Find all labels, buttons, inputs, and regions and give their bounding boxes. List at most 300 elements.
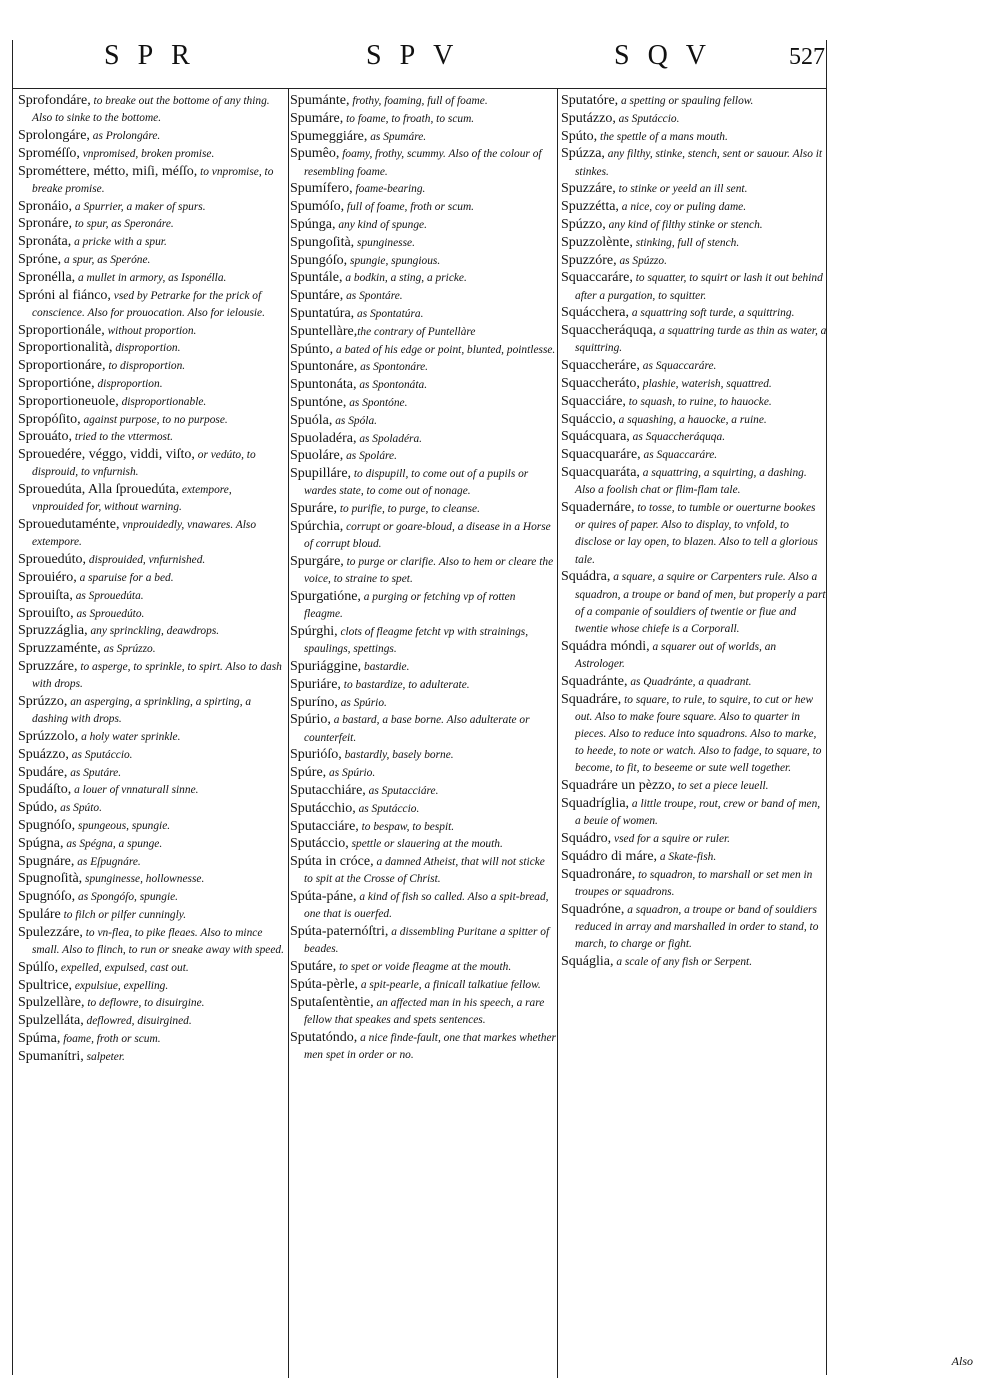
dictionary-entry	[561, 269, 827, 303]
entry-headword: Sproportioneuole,	[18, 393, 119, 409]
entry-definition: a bated of his edge or point, blunted, pointlesse.	[333, 343, 556, 356]
dictionary-entry	[18, 481, 284, 515]
entry-definition: extempore, vnprouided for, without warning.	[32, 484, 232, 514]
entry-headword: Squáccio,	[561, 411, 616, 427]
entry-definition: as Spumáre.	[367, 130, 427, 143]
dictionary-entry	[290, 976, 556, 993]
entry-definition: as Sprúzzo.	[100, 643, 156, 656]
entry-definition: as Spontáre.	[343, 290, 403, 303]
entry-headword: Spumanítri,	[18, 1048, 84, 1064]
entry-definition: a square, a squire or Carpenters rule. Also a squadron, a troupe or band of men, but properly a part of a companie of souldiers of twentie or fiue and twentie whose chiefe is a Corporall.	[575, 571, 826, 635]
dictionary-entry	[18, 287, 284, 321]
dictionary-entry	[18, 817, 284, 834]
entry-headword: Spúdo,	[18, 800, 58, 816]
dictionary-entry	[18, 233, 284, 250]
entry-headword: Sputáre,	[290, 959, 337, 975]
dictionary-entry	[561, 216, 827, 233]
dictionary-entry	[18, 411, 284, 428]
dictionary-entry	[290, 376, 556, 393]
entry-definition: a sparuise for a bed.	[76, 571, 174, 584]
entry-definition: clots of fleagme fetcht vp with strainings, spaulings, spettings.	[304, 625, 529, 656]
entry-definition: a little troupe, rout, crew or band of men, a beuie of women.	[575, 797, 821, 828]
entry-definition: to set a piece leuell.	[674, 780, 769, 793]
entry-headword: Sprouiéro,	[18, 569, 77, 585]
entry-definition: foame, froth or scum.	[60, 1032, 161, 1045]
entry-definition: a squattring soft turde, a squittring.	[629, 307, 795, 320]
entry-headword: Squacquaráre,	[561, 447, 641, 463]
entry-headword: Spúzza,	[561, 146, 605, 162]
entry-definition: as Spóla.	[332, 414, 378, 427]
entry-headword: Spuntonáta,	[290, 377, 357, 393]
dictionary-entry	[561, 464, 827, 498]
entry-headword: Squadráre,	[561, 691, 622, 707]
entry-headword: Sproportionalità,	[18, 340, 113, 356]
entry-definition: frothy, foaming, full of foame.	[349, 95, 488, 107]
header-right-guide: SQV	[614, 40, 725, 71]
entry-headword: Spuoláre,	[290, 448, 344, 464]
dictionary-entry	[18, 251, 284, 268]
entry-definition: corrupt or goare-bloud, a disease in a Horse of corrupt bloud.	[304, 520, 551, 551]
entry-headword: Squádro,	[561, 830, 612, 846]
dictionary-entry	[290, 676, 556, 693]
entry-headword: Sprúzzo,	[18, 693, 68, 709]
dictionary-entry	[561, 795, 827, 829]
dictionary-entry	[18, 587, 284, 604]
dictionary-entry	[18, 198, 284, 215]
entry-headword: Spungóſo,	[290, 252, 348, 268]
entry-headword: Sprométtere, métto, miſi, méſſo,	[18, 163, 198, 179]
dictionary-entry	[18, 728, 284, 745]
dictionary-entry	[290, 412, 556, 429]
entry-definition: a squashing, a hauocke, a ruine.	[615, 413, 767, 426]
entry-headword: Spulezzáre,	[18, 924, 83, 940]
entry-headword: Spuláre	[18, 906, 61, 922]
entry-headword: Spulzelláta,	[18, 1013, 84, 1029]
entry-definition: a scale of any fish or Serpent.	[613, 955, 753, 968]
entry-definition: to vn-flea, to pike fleaes. Also to mince small. Also to flinch, to run or sneake away with speed.	[32, 926, 284, 956]
entry-definition: as Prolongáre.	[89, 130, 161, 142]
dictionary-entry	[290, 128, 556, 145]
entry-definition: a nice finde-fault, one that markes whether men spet in order or no.	[304, 1031, 556, 1061]
entry-definition: as Quadránte, a quadrant.	[627, 675, 752, 688]
entry-headword: Sproportióne,	[18, 375, 95, 391]
dictionary-entry	[561, 901, 827, 953]
dictionary-entry	[290, 465, 556, 499]
entry-definition: vnpromised, broken promise.	[79, 147, 215, 160]
dictionary-entry	[561, 446, 827, 463]
entry-definition: vsed by Petrarke for the prick of conscience. Also for prouocation. Also for ielousie.	[32, 289, 265, 319]
dictionary-entry	[18, 658, 284, 692]
entry-headword: Sputázzo,	[561, 110, 616, 126]
column-divider-1	[288, 88, 289, 1378]
entry-headword: Spronélla,	[18, 269, 76, 285]
dictionary-entry	[561, 357, 827, 374]
entry-headword: Spuriággine,	[290, 658, 362, 674]
entry-definition: as Squaccaráre.	[640, 449, 718, 462]
entry-definition: plashie, waterish, squattred.	[639, 377, 772, 390]
dictionary-entry	[561, 393, 827, 410]
column-divider-2	[557, 88, 558, 1378]
dictionary-entry	[561, 322, 827, 356]
entry-definition: as Squaccaráre.	[639, 360, 717, 373]
entry-headword: Squádro di máre,	[561, 848, 658, 864]
entry-definition: as Sputáccio.	[355, 802, 420, 815]
entry-headword: Sprúzzolo,	[18, 728, 79, 744]
entry-definition: or vedúto, to disprouid, to vnfurnish.	[32, 449, 256, 479]
entry-definition: the contrary of Puntellàre	[357, 325, 476, 338]
header-middle-guide: SPV	[366, 40, 472, 71]
dictionary-entry	[18, 322, 284, 339]
left-border-rule	[12, 40, 13, 1375]
entry-definition: any filthy, stinke, stench, sent or sauour. Also it stinkes.	[575, 148, 823, 178]
dictionary-entry	[290, 853, 556, 887]
entry-headword: Spumêo,	[290, 146, 340, 162]
entry-definition: to squash, to ruine, to hauocke.	[625, 395, 772, 408]
entry-definition: any kind of filthy stinke or stench.	[605, 218, 763, 231]
entry-headword: Sputatóre,	[561, 93, 619, 108]
entry-headword: Sprouiſta,	[18, 587, 73, 603]
entry-headword: Squaccheráquqa,	[561, 323, 657, 339]
column-1	[18, 92, 284, 1065]
dictionary-entry	[18, 1012, 284, 1029]
column-2	[290, 92, 556, 1064]
dictionary-entry	[18, 428, 284, 445]
dictionary-entry	[561, 568, 827, 637]
entry-definition: the spettle of a mans mouth.	[597, 130, 728, 143]
entry-headword: Spudáre,	[18, 764, 68, 780]
entry-headword: Sputacchiáre,	[290, 782, 366, 798]
entry-definition: as Spúrio.	[326, 767, 376, 780]
header-left-guide: SPR	[104, 40, 208, 71]
entry-headword: Spurgatióne,	[290, 588, 361, 604]
dictionary-page	[12, 0, 838, 1384]
entry-definition: a bodkin, a sting, a pricke.	[342, 272, 467, 285]
entry-headword: Squadríglia,	[561, 795, 630, 811]
dictionary-entry	[18, 640, 284, 657]
entry-headword: Sputácchio,	[290, 800, 356, 816]
dictionary-entry	[561, 830, 827, 847]
entry-headword: Squadronáre,	[561, 866, 636, 882]
dictionary-entry	[18, 605, 284, 622]
entry-definition: to deflowre, to disuirgine.	[84, 997, 205, 1010]
entry-headword: Spúta-paternóſtri,	[290, 924, 389, 940]
entry-headword: Squádra,	[561, 569, 611, 585]
entry-definition: to breake out the bottome of any thing. Also to sinke to the bottome.	[32, 95, 270, 125]
dictionary-entry	[561, 92, 827, 109]
dictionary-entry	[290, 341, 556, 358]
entry-definition: a squadron, a troupe or band of souldiers reduced in array and marshalled in order to stand, to march, to charge or fight.	[575, 903, 819, 950]
entry-headword: Squaccaráre,	[561, 270, 633, 286]
dictionary-entry	[18, 551, 284, 568]
dictionary-entry	[18, 92, 284, 126]
dictionary-entry	[18, 781, 284, 798]
dictionary-entry	[290, 287, 556, 304]
dictionary-entry	[18, 764, 284, 781]
dictionary-entry	[290, 764, 556, 781]
entry-definition: disproportionable.	[118, 395, 207, 408]
entry-definition: any sprinckling, deawdrops.	[87, 625, 220, 638]
entry-headword: Spumífero,	[290, 181, 353, 197]
entry-definition: foamy, frothy, scummy. Also of the colour of resembling foame.	[304, 148, 542, 178]
entry-definition: a Spurrier, a maker of spurs.	[72, 200, 206, 213]
entry-headword: Sprouiſto,	[18, 605, 74, 621]
entry-headword: Sprofondáre,	[18, 93, 91, 108]
dictionary-entry	[290, 323, 556, 340]
entry-definition: an asperging, a sprinkling, a spirting, a dashing with drops.	[32, 695, 252, 726]
entry-definition: a dissembling Puritane a spitter of beades.	[304, 926, 550, 956]
entry-definition: as Spoláre.	[343, 450, 397, 463]
entry-definition: a mullet in armory, as Isponélla.	[75, 271, 227, 284]
dictionary-entry	[290, 92, 556, 109]
dictionary-entry	[18, 569, 284, 586]
dictionary-entry	[290, 180, 556, 197]
dictionary-entry	[18, 393, 284, 410]
entry-headword: Squadernáre,	[561, 499, 635, 515]
entry-headword: Sputatóndo,	[290, 1029, 358, 1045]
entry-definition: a spetting or spauling fellow.	[618, 95, 754, 107]
entry-headword: Spugnóſo,	[18, 889, 76, 905]
entry-definition: foame-bearing.	[352, 183, 426, 196]
entry-headword: Squacciáre,	[561, 393, 626, 409]
entry-definition: to disproportion.	[105, 360, 186, 373]
dictionary-entry	[290, 835, 556, 852]
dictionary-entry	[18, 746, 284, 763]
dictionary-entry	[290, 500, 556, 517]
dictionary-entry	[290, 358, 556, 375]
dictionary-entry	[18, 269, 284, 286]
catchword: Also	[951, 1354, 973, 1368]
entry-definition: to vnpromise, to breake promise.	[32, 165, 274, 195]
entry-headword: Spropóſito,	[18, 411, 81, 427]
entry-definition: an affected man in his speech, a rare fellow that speakes and spets sentences.	[304, 996, 545, 1026]
dictionary-entry	[561, 252, 827, 269]
dictionary-entry	[561, 128, 827, 145]
dictionary-entry	[290, 800, 556, 817]
dictionary-entry	[290, 658, 556, 675]
entry-definition: to filch or pilfer cunningly.	[60, 908, 187, 921]
dictionary-entry	[561, 499, 827, 568]
entry-headword: Spuntáre,	[290, 288, 344, 304]
entry-definition: spettle or slauering at the mouth.	[348, 838, 503, 851]
dictionary-entry	[290, 711, 556, 745]
entry-definition: as Sputáccio.	[615, 112, 680, 125]
dictionary-entry	[561, 375, 827, 392]
entry-headword: Sprouedúto,	[18, 552, 87, 568]
entry-definition: bastardie.	[361, 660, 410, 673]
entry-headword: Sprouedúta, Alla ſprouedúta,	[18, 482, 179, 498]
dictionary-entry	[561, 691, 827, 777]
entry-headword: Spuóla,	[290, 412, 333, 428]
entry-definition: as Sprouedúto.	[73, 607, 145, 620]
entry-definition: without proportion.	[104, 324, 197, 337]
dictionary-entry	[290, 110, 556, 127]
entry-headword: Spultrice,	[18, 977, 73, 993]
entry-headword: Spugnóſo,	[18, 817, 76, 833]
entry-headword: Sprouedére, véggo, viddi, viſto,	[18, 447, 195, 463]
dictionary-entry	[18, 693, 284, 727]
dictionary-entry	[290, 234, 556, 251]
entry-definition: as Spoladéra.	[356, 432, 422, 445]
dictionary-entry	[290, 1029, 556, 1063]
entry-headword: Spuriáre,	[290, 676, 341, 692]
entry-headword: Spruzzáglia,	[18, 623, 88, 639]
dictionary-entry	[18, 1030, 284, 1047]
entry-definition: a squattring, a squirting, a dashing. Also a foolish chat or flim-flam tale.	[575, 466, 807, 497]
entry-headword: Spúto,	[561, 128, 598, 144]
entry-headword: Spumeggiáre,	[290, 128, 368, 144]
entry-headword: Spurióſo,	[290, 747, 342, 763]
entry-definition: salpeter.	[83, 1050, 125, 1063]
dictionary-entry	[561, 180, 827, 197]
entry-definition: full of foame, froth or scum.	[344, 201, 475, 214]
entry-definition: as Spúzzo.	[616, 254, 667, 267]
entry-definition: as Sputáccio.	[68, 748, 133, 761]
entry-headword: Sprouáto,	[18, 429, 73, 445]
entry-headword: Spuntonáre,	[290, 359, 358, 375]
entry-headword: Spróne,	[18, 251, 62, 267]
entry-headword: Spungoſità,	[290, 234, 355, 250]
entry-headword: Spuzzétta,	[561, 199, 619, 215]
entry-headword: Spuzzolènte,	[561, 234, 633, 250]
entry-headword: Spuntatúra,	[290, 305, 355, 321]
dictionary-entry	[290, 198, 556, 215]
dictionary-entry	[290, 305, 556, 322]
dictionary-entry	[18, 994, 284, 1011]
entry-definition: to asperge, to sprinkle, to spirt. Also to dash with drops.	[32, 660, 282, 691]
entry-headword: Spumáre,	[290, 110, 344, 126]
dictionary-entry	[561, 866, 827, 900]
dictionary-entry	[561, 110, 827, 127]
entry-definition: as Spontóne.	[346, 396, 408, 409]
dictionary-entry	[290, 923, 556, 957]
entry-definition: to squatter, to squirt or lash it out behind after a purgation, to squitter.	[575, 272, 823, 302]
entry-definition: as Eſpugnáre.	[74, 855, 141, 868]
entry-definition: as Sprouedúta.	[72, 589, 144, 602]
dictionary-entry	[290, 588, 556, 622]
dictionary-entry	[290, 430, 556, 447]
entry-headword: Spúgna,	[18, 835, 64, 851]
entry-definition: spunginesse, hollownesse.	[82, 873, 205, 886]
entry-definition: deflowred, disuirgined.	[83, 1015, 192, 1028]
dictionary-entry	[290, 746, 556, 763]
entry-headword: Squáglia,	[561, 953, 614, 969]
dictionary-entry	[290, 888, 556, 922]
entry-definition: a bastard, a base borne. Also adulterate or counterfeit.	[304, 714, 530, 744]
dictionary-entry	[18, 622, 284, 639]
entry-headword: Spumánte,	[290, 93, 350, 108]
entry-headword: Sproportionáre,	[18, 358, 106, 374]
entry-headword: Spúnga,	[290, 216, 336, 232]
entry-definition: stinking, full of stench.	[632, 236, 740, 249]
entry-headword: Spúma,	[18, 1030, 61, 1046]
entry-headword: Squaccheráto,	[561, 375, 640, 391]
dictionary-entry	[290, 145, 556, 179]
entry-definition: vsed for a squire or ruler.	[611, 832, 731, 845]
entry-definition: to purifie, to purge, to cleanse.	[337, 503, 480, 516]
entry-definition: to stinke or yeeld an ill sent.	[615, 183, 748, 196]
entry-headword: Spruzzaménte,	[18, 641, 101, 657]
dictionary-entry	[18, 215, 284, 232]
entry-definition: a Skate-fish.	[657, 850, 717, 863]
entry-headword: Squadráre un pèzzo,	[561, 778, 675, 794]
entry-definition: as Sputáre.	[67, 766, 122, 779]
entry-headword: Spuzzóre,	[561, 252, 617, 268]
dictionary-entry	[290, 782, 556, 799]
entry-headword: Spúta-pèrle,	[290, 976, 359, 992]
dictionary-entry	[561, 411, 827, 428]
column-3	[561, 92, 827, 971]
entry-headword: Spronáio,	[18, 198, 73, 214]
entry-definition: to purge or clarifie. Also to hem or cleare the voice, to straine to spet.	[304, 555, 554, 586]
entry-definition: to square, to rule, to squire, to cut or hew out. Also to make foure square. Also to quarter in pieces. Also to reduce into squadrons. Also to marke, to heede, to note or watch. Also to fadge, to square, to become, to fit, to beseeme or sute well together.	[575, 693, 822, 775]
entry-headword: Spuntellàre,	[290, 323, 358, 339]
dictionary-entry	[290, 252, 556, 269]
dictionary-entry	[290, 269, 556, 286]
dictionary-entry	[18, 853, 284, 870]
dictionary-entry	[290, 623, 556, 657]
entry-definition: expelled, expulsed, cast out.	[58, 961, 189, 974]
entry-headword: Spulzellàre,	[18, 995, 85, 1011]
entry-definition: against purpose, to no purpose.	[80, 413, 228, 426]
entry-headword: Spróni al fiánco,	[18, 287, 111, 303]
entry-definition: bastardly, basely borne.	[341, 749, 454, 762]
entry-headword: Spugnáre,	[18, 853, 75, 869]
dictionary-entry	[18, 1048, 284, 1065]
entry-headword: Sproportionále,	[18, 322, 105, 338]
entry-headword: Spudáſto,	[18, 782, 72, 798]
dictionary-entry	[18, 959, 284, 976]
entry-definition: as Spégna, a spunge.	[63, 837, 163, 850]
entry-definition: to bespaw, to bespit.	[358, 820, 455, 833]
dictionary-entry	[290, 818, 556, 835]
entry-definition: a squattring turde as thin as water, a squittring.	[575, 325, 827, 355]
entry-headword: Spuráre,	[290, 501, 338, 517]
entry-definition: vnprouidedly, vnawares. Also extempore.	[32, 519, 257, 549]
entry-definition: as Spontonáre.	[357, 361, 429, 374]
entry-definition: spungeous, spungie.	[75, 819, 171, 832]
page-number: 527	[789, 44, 825, 70]
entry-headword: Spúta in cróce,	[290, 854, 374, 870]
dictionary-entry	[18, 977, 284, 994]
entry-definition: to spur, as Speronáre.	[72, 218, 174, 231]
dictionary-entry	[561, 638, 827, 672]
dictionary-entry	[290, 447, 556, 464]
entry-definition: a squarer out of worlds, an Astrologer.	[575, 640, 777, 670]
entry-definition: to squadron, to marshall or set men in troupes or squadrons.	[575, 868, 813, 898]
entry-definition: as Spongóſo, spungie.	[75, 891, 179, 904]
entry-headword: Spronáta,	[18, 234, 72, 250]
entry-headword: Spúlſo,	[18, 959, 59, 975]
dictionary-entry	[290, 394, 556, 411]
entry-headword: Spumóſo,	[290, 199, 345, 215]
entry-definition: to tosse, to tumble or ouerturne bookes or quires of paper. Also to display, to vnfold, to disclose or lay open, to blazen. Also to tell a glorious tale.	[575, 501, 818, 566]
dictionary-entry	[18, 924, 284, 958]
dictionary-entry	[561, 673, 827, 690]
entry-headword: Squadróne,	[561, 901, 625, 917]
dictionary-entry	[18, 375, 284, 392]
dictionary-entry	[290, 216, 556, 233]
entry-headword: Spugnoſità,	[18, 871, 83, 887]
dictionary-entry	[18, 906, 284, 923]
entry-headword: Spuntóne,	[290, 394, 347, 410]
entry-headword: Sputáccio,	[290, 836, 349, 852]
entry-headword: Spúzzo,	[561, 216, 606, 232]
entry-headword: Spúta-páne,	[290, 889, 357, 905]
entry-definition: to foame, to froath, to scum.	[343, 112, 475, 125]
entry-headword: Sprolongáre,	[18, 128, 90, 143]
entry-definition: a damned Atheist, that will not sticke to spit at the Crosse of Christ.	[304, 856, 545, 886]
dictionary-entry	[561, 428, 827, 445]
